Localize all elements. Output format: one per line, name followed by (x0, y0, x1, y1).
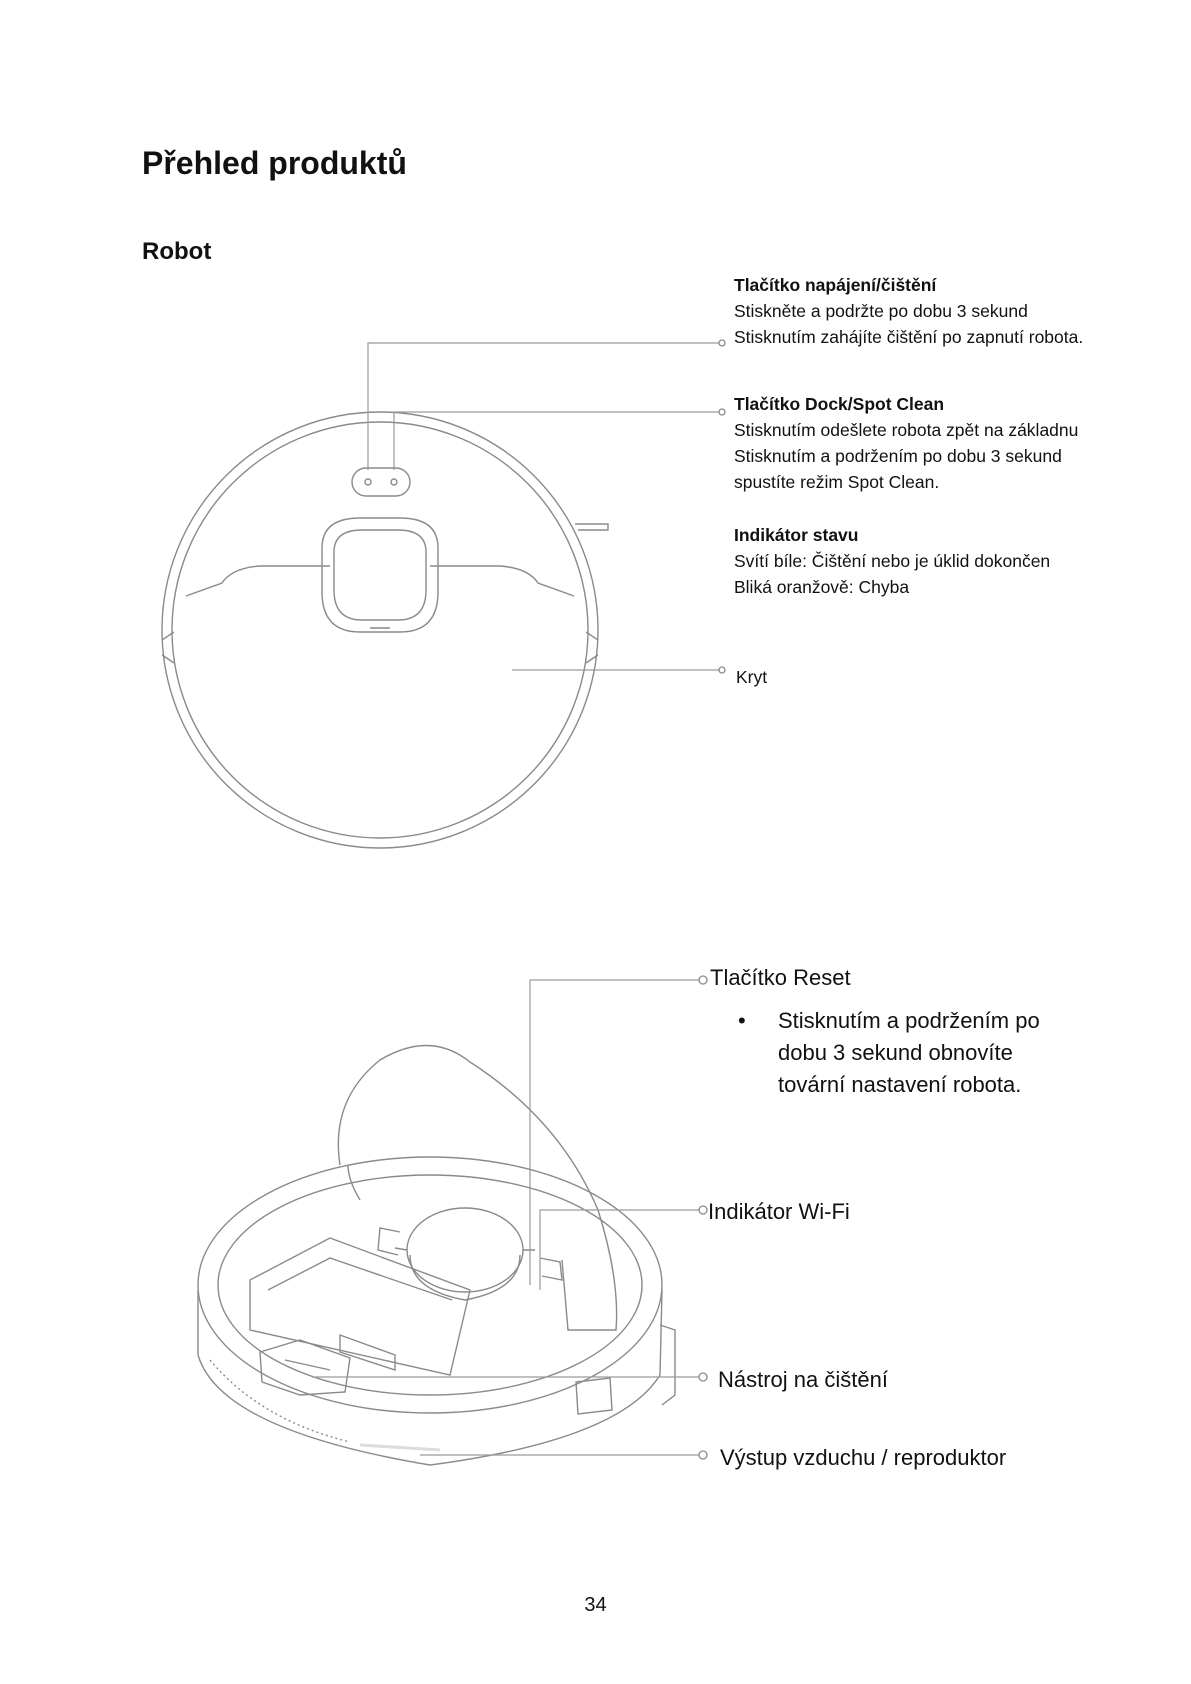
bottom-leader-lines (312, 980, 700, 1455)
dock-button-desc-2: Stisknutím a podržením po dobu 3 sekund (734, 446, 1062, 466)
reset-bullet-line-2: dobu 3 sekund obnovíte (778, 1040, 1013, 1065)
power-button-desc-2: Stisknutím zahájíte čištění po zapnutí robota. (734, 327, 1084, 347)
robot-perspective-illustration (198, 1045, 675, 1465)
robot-top-view-illustration (162, 412, 608, 848)
dock-button-desc-3: spustíte režim Spot Clean. (734, 472, 940, 492)
page-number: 34 (584, 1594, 607, 1616)
cover-label: Kryt (736, 667, 768, 687)
cleaning-tool-label: Nástroj na čištění (718, 1367, 888, 1392)
status-indicator-heading: Indikátor stavu (734, 525, 859, 545)
wifi-indicator-label: Indikátor Wi-Fi (708, 1199, 850, 1224)
reset-bullet-list (738, 1005, 1040, 1101)
page-title: Přehled produktů (142, 145, 407, 181)
reset-bullet-line-1: • Stisknutím a podržením po (778, 1008, 1040, 1033)
section-subtitle: Robot (142, 238, 212, 265)
reset-bullet-line-3: tovární nastavení robota. (778, 1072, 1022, 1097)
dock-button-callout (734, 391, 1078, 495)
status-indicator-desc-1: Svítí bíle: Čištění nebo je úklid dokončen (734, 551, 1051, 571)
status-indicator-callout (734, 522, 1050, 600)
reset-bullet-item (738, 1005, 1040, 1101)
power-button-desc-1: Stiskněte a podržte po dobu 3 sekund (734, 301, 1028, 321)
air-outlet-speaker-label: Výstup vzduchu / reproduktor (720, 1445, 1007, 1470)
power-button-heading: Tlačítko napájení/čištění (734, 275, 937, 295)
reset-button-label: Tlačítko Reset (710, 965, 851, 990)
status-indicator-desc-2: Bliká oranžově: Chyba (734, 577, 910, 597)
dock-button-desc-1: Stisknutím odešlete robota zpět na základnu (734, 420, 1079, 440)
cover-callout (736, 664, 767, 690)
top-leader-lines (368, 343, 720, 670)
dock-button-heading: Tlačítko Dock/Spot Clean (734, 394, 945, 414)
leader-dots (699, 340, 725, 1459)
power-button-callout (734, 272, 1083, 350)
